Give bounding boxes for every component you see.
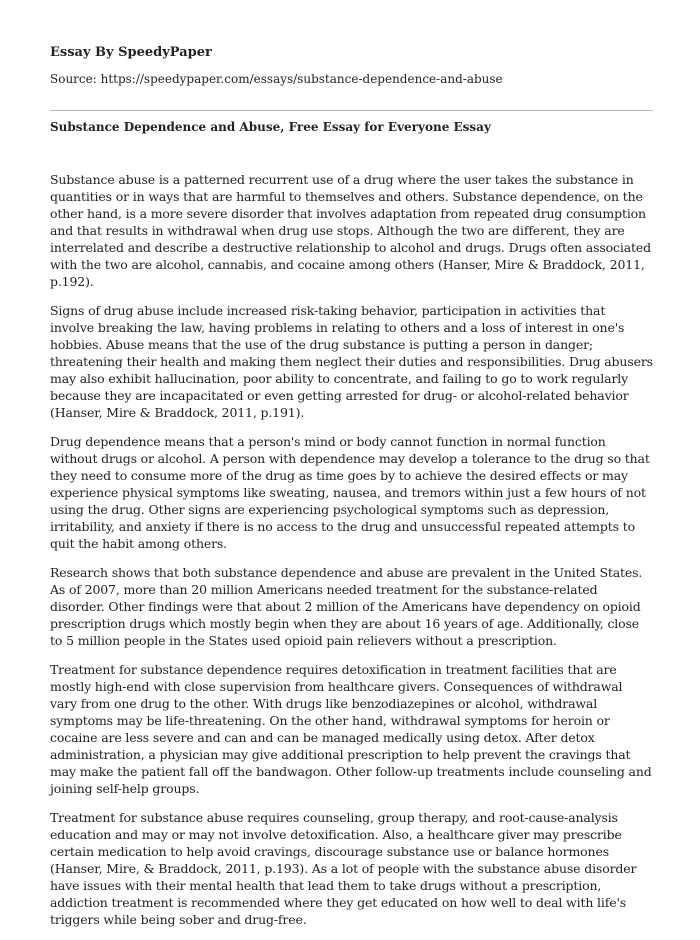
divider xyxy=(50,110,653,111)
paragraph: Treatment for substance abuse requires counseling, group therapy, and root-cause-analysis education and may or may not involve detoxification. Also, a healthcare giver may prescribe certain medication to help avoid cravings, discourage substance use or balance hormones (Hanser, Mire, & Braddock, 2011, p.193). As a lot of people with the substance abuse disorder have issues with their mental health that lead them to take drugs without a prescription, addiction treatment is recommended where they get educated on how well to deal with life's triggers while being sober and drug-free. xyxy=(50,810,637,927)
source-line: Source: https://speedypaper.com/essays/substance-dependence-and-abuse xyxy=(50,72,503,86)
paragraph: Signs of drug abuse include increased risk-taking behavior, participation in activities that involve breaking the law, having problems in relating to others and a loss of interest in one's hobbies. Abuse means that the use of the drug substance is putting a person in danger; threatening their health and making them neglect their duties and responsibilities. Drug abusers may also exhibit hallucination, poor ability to concentrate, and failing to go to work regularly because they are incapacitated or even getting arrested for drug- or alcohol-related behavior (Hanser, Mire & Braddock, 2011, p.191). xyxy=(50,303,653,420)
essay-title: Substance Dependence and Abuse, Free Essay for Everyone Essay xyxy=(50,120,491,134)
brand-heading: Essay By SpeedyPaper xyxy=(50,45,212,60)
paragraph: Research shows that both substance dependence and abuse are prevalent in the United States. As of 2007, more than 20 million Americans needed treatment for the substance-related disorder. Other findings were that about 2 million of the Americans have dependency on opioid prescription drugs which mostly begin when they are about 16 years of age. Additionally, close to 5 million people in the States used opioid pain relievers without a prescription. xyxy=(50,565,643,648)
essay-body xyxy=(50,171,653,940)
paragraph: Treatment for substance dependence requires detoxification in treatment facilities that are mostly high-end with close supervision from healthcare givers. Consequences of withdrawal vary from one drug to the other. With drugs like benzodiazepines or alcohol, withdrawal symptoms may be life-threatening. On the other hand, withdrawal symptoms for heroin or cocaine are less severe and can and can be managed medically using detox. After detox administration, a physician may give additional prescription to help prevent the cravings that may make the patient fall off the bandwagon. Other follow-up treatments include counseling and joining self-help groups. xyxy=(50,662,652,796)
paragraph: Drug dependence means that a person's mind or body cannot function in normal function without drugs or alcohol. A person with dependence may develop a tolerance to the drug so that they need to consume more of the drug as time goes by to achieve the desired effects or may experience physical symptoms like sweating, nausea, and tremors within just a few hours of not using the drug. Other signs are experiencing psychological symptoms such as depression, irritability, and anxiety if there is no access to the drug and unsuccessful repeated attempts to quit the habit among others. xyxy=(50,434,650,551)
paragraph: Substance abuse is a patterned recurrent use of a drug where the user takes the substance in quantities or in ways that are harmful to themselves and others. Substance dependence, on the other hand, is a more severe disorder that involves adaptation from repeated drug consumption and that results in withdrawal when drug use stops. Although the two are different, they are interrelated and describe a destructive relationship to alcohol and drugs. Drugs often associated with the two are alcohol, cannabis, and cocaine among others (Hanser, Mire & Braddock, 2011, p.192). xyxy=(50,172,651,289)
